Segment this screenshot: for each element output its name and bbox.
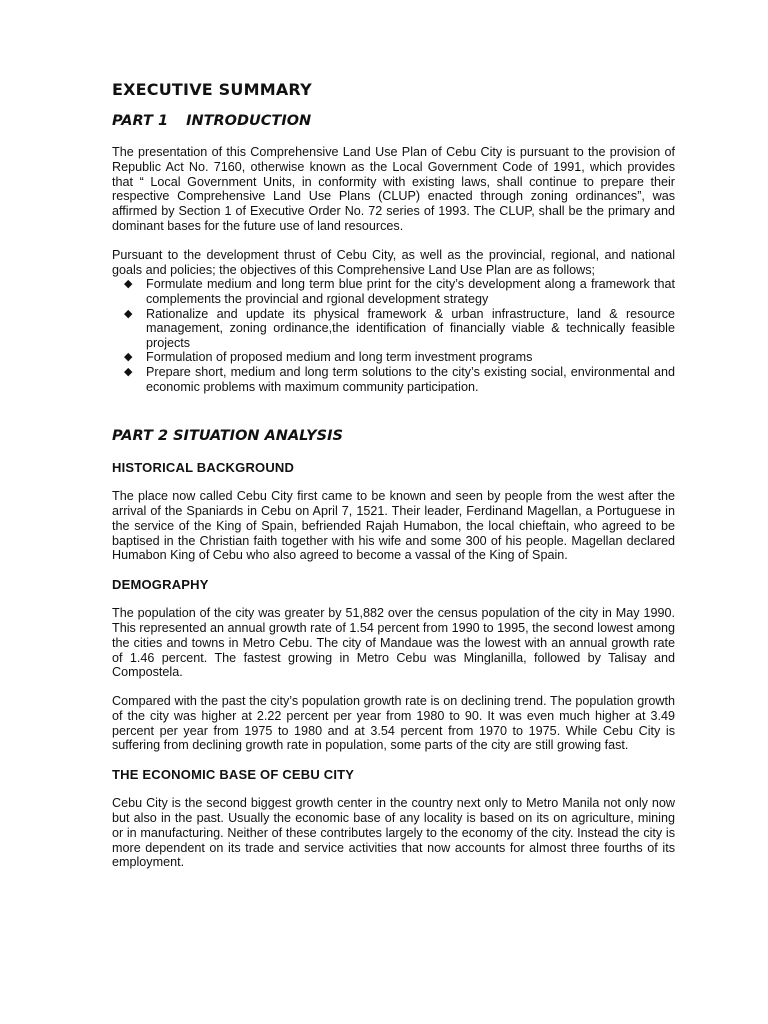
list-item: ◆ Rationalize and update its physical framework & urban infrastructure, land & resource management, zoning ordinance,the identification of financially viable & technically feasible projects	[124, 306, 675, 350]
part1-heading	[112, 113, 675, 129]
list-item: ◆ Formulate medium and long term blue print for the city’s development along a framework that complements the provincial and rgional development strategy	[124, 277, 675, 306]
list-item: ◆ Formulation of proposed medium and long term investment programs	[124, 350, 533, 365]
diamond-bullet-icon: ◆	[124, 278, 133, 291]
historical-background-heading: HISTORICAL BACKGROUND	[112, 460, 295, 476]
objectives-intro-paragraph: Pursuant to the development thrust of Cebu City, as well as the provincial, regional, and national goals and policies; the objectives of this Comprehensive Land Use Plan are as follows;	[112, 247, 675, 277]
demography-paragraph-2: Compared with the past the city’s population growth rate is on declining trend. The population growth of the city was higher at 2.22 percent per year from 1980 to 90. It was even much higher at 3.49 percent per year from 1975 to 1980 and at 3.54 percent from 1970 to 1975. While Cebu City is suffering from declining growth rate in population, some parts of the city are still growing fast.	[112, 694, 675, 753]
list-item: ◆ Prepare short, medium and long term solutions to the city’s existing social, environmental and economic problems with maximum community participation.	[124, 364, 675, 394]
document-title: EXECUTIVE SUMMARY	[112, 80, 312, 99]
diamond-bullet-icon: ◆	[124, 307, 133, 320]
document-page	[112, 80, 675, 884]
demography-heading: DEMOGRAPHY	[112, 577, 209, 593]
part2-heading: PART 2 SITUATION ANALYSIS	[112, 428, 343, 445]
diamond-bullet-icon: ◆	[124, 365, 133, 378]
diamond-bullet-icon: ◆	[124, 351, 133, 364]
economic-base-heading: THE ECONOMIC BASE OF CEBU CITY	[112, 767, 355, 783]
part1-title: INTRODUCTION	[186, 113, 312, 129]
demography-paragraph-1: The population of the city was greater by 51,882 over the census population of the city in May 1990. This represented an annual growth rate of 1.54 percent from 1990 to 1995, the second lowest among the cities and towns in Metro Cebu. The city of Mandaue was the lowest with an annual growth rate of 1.46 percent. The fastest growing in Metro Cebu was Minglanilla, followed by Talisay and Compostela.	[112, 606, 675, 680]
intro-paragraph: The presentation of this Comprehensive Land Use Plan of Cebu City is pursuant to the provision of Republic Act No. 7160, otherwise known as the Local Government Code of 1991, which provides that “ Local Government Units, in conformity with existing laws, shall continue to prepare their respective Comprehensive Land Use Plans (CLUP) enacted through zoning ordinances”, was affirmed by Section 1 of Executive Order No. 72 series of 1993. The CLUP, shall be the primary and dominant bases for the future use of land resources.	[112, 145, 675, 233]
economic-paragraph: Cebu City is the second biggest growth center in the country next only to Metro Manila not only now but also in the past. Usually the economic base of any locality is based on its on agriculture, mining or in manufacturing. Neither of these contributes largely to the economy of the city. Instead the city is more dependent on its trade and service activities that now accounts for almost three fourths of its employment.	[112, 796, 675, 870]
objectives-list	[112, 277, 675, 394]
part1-number: PART 1	[112, 113, 169, 129]
historical-paragraph: The place now called Cebu City first came to be known and seen by people from the west after the arrival of the Spaniards in Cebu on April 7, 1521. Their leader, Ferdinand Magellan, a Portuguese in the service of the King of Spain, befriended Rajah Humabon, the local chieftain, who agreed to be baptised in the Christian faith together with his wife and some 300 of his people. Magellan declared Humabon King of Cebu who also agreed to become a vassal of the King of Spain.	[112, 489, 675, 563]
